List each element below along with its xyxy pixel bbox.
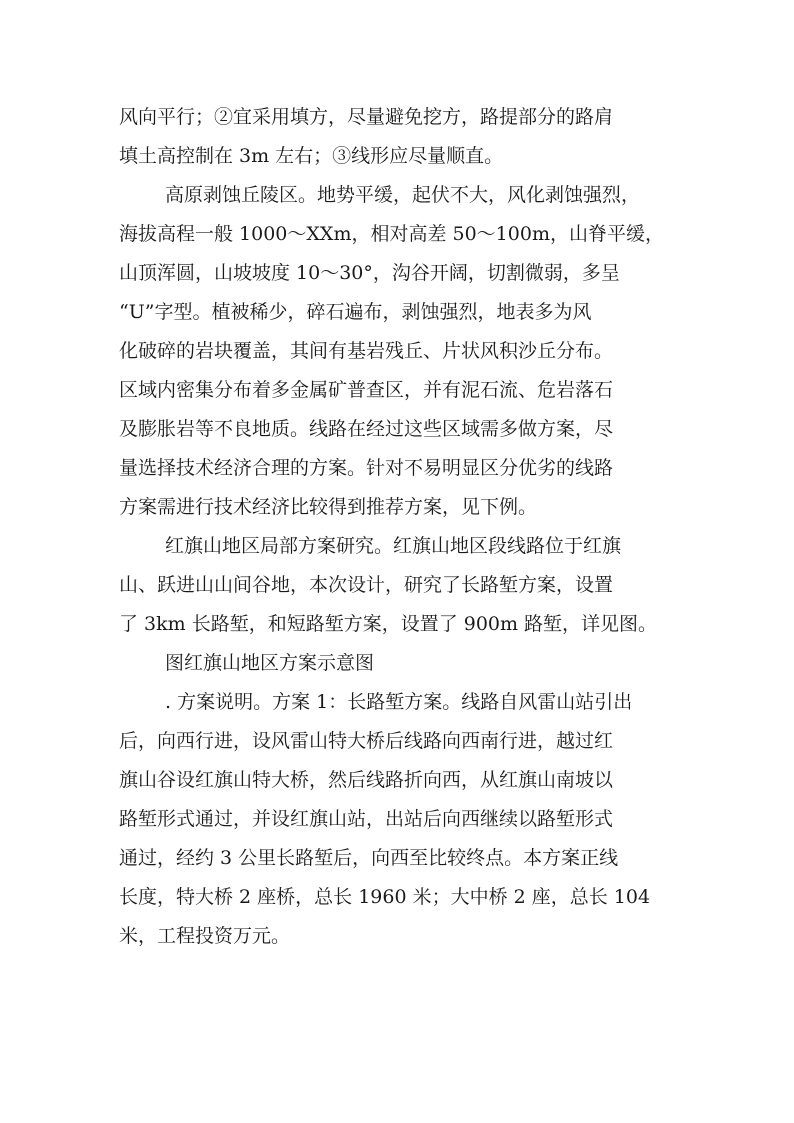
text-line: 路堑形式通过，并设红旗山站，出站后向西继续以路堑形式 bbox=[119, 808, 614, 830]
text-line: 通过，经约 3 公里长路堑后，向西至比较终点。本方案正线 bbox=[119, 847, 619, 869]
text-line: 后，向西行进，设风雷山特大桥后线路向西南行进，越过红 bbox=[119, 730, 614, 752]
paragraph-start-line: 高原剥蚀丘陵区。地势平缓，起伏不大，风化剥蚀强烈， bbox=[165, 184, 641, 206]
text-line: 山、跃进山山间谷地，本次设计，研究了长路堑方案，设置 bbox=[119, 574, 614, 596]
paragraph-start-line: . 方案说明。方案 1：长路堑方案。线路自风雷山站引出 bbox=[165, 691, 633, 713]
text-line: 化破碎的岩块覆盖，其间有基岩残丘、片状风积沙丘分布。 bbox=[119, 340, 614, 362]
text-line: 旗山谷设红旗山特大桥，然后线路折向西，从红旗山南坡以 bbox=[119, 769, 614, 791]
text-line: 海拔高程一般 1000～XXm，相对高差 50～100m，山脊平缓， bbox=[119, 223, 664, 245]
text-line: 填土高控制在 3m 左右；③线形应尽量顺直。 bbox=[119, 145, 504, 167]
document-body bbox=[119, 98, 679, 956]
text-line: “U”字型。植被稀少，碎石遍布，剥蚀强烈，地表多为风 bbox=[119, 301, 592, 323]
text-line: 量选择技术经济合理的方案。针对不易明显区分优劣的线路 bbox=[119, 457, 614, 479]
text-line: 方案需进行技术经济比较得到推荐方案，见下例。 bbox=[119, 496, 538, 518]
text-line: 风向平行；②宜采用填方，尽量避免挖方，路提部分的路肩 bbox=[119, 106, 614, 128]
figure-caption: 图红旗山地区方案示意图 bbox=[165, 652, 375, 674]
text-line: 及膨胀岩等不良地质。线路在经过这些区域需多做方案，尽 bbox=[119, 418, 614, 440]
text-line: 米，工程投资万元。 bbox=[119, 925, 291, 947]
text-line: 长度，特大桥 2 座桥，总长 1960 米；大中桥 2 座，总长 104 bbox=[119, 886, 651, 908]
text-line: 山顶浑圆，山坡坡度 10～30°，沟谷开阔，切割微弱，多呈 bbox=[119, 262, 620, 284]
text-line: 了 3km 长路堑，和短路堑方案，设置了 900m 路堑，详见图。 bbox=[119, 613, 658, 635]
paragraph-start-line: 红旗山地区局部方案研究。红旗山地区段线路位于红旗 bbox=[165, 535, 622, 557]
text-line: 区域内密集分布着多金属矿普查区，并有泥石流、危岩落石 bbox=[119, 379, 614, 401]
